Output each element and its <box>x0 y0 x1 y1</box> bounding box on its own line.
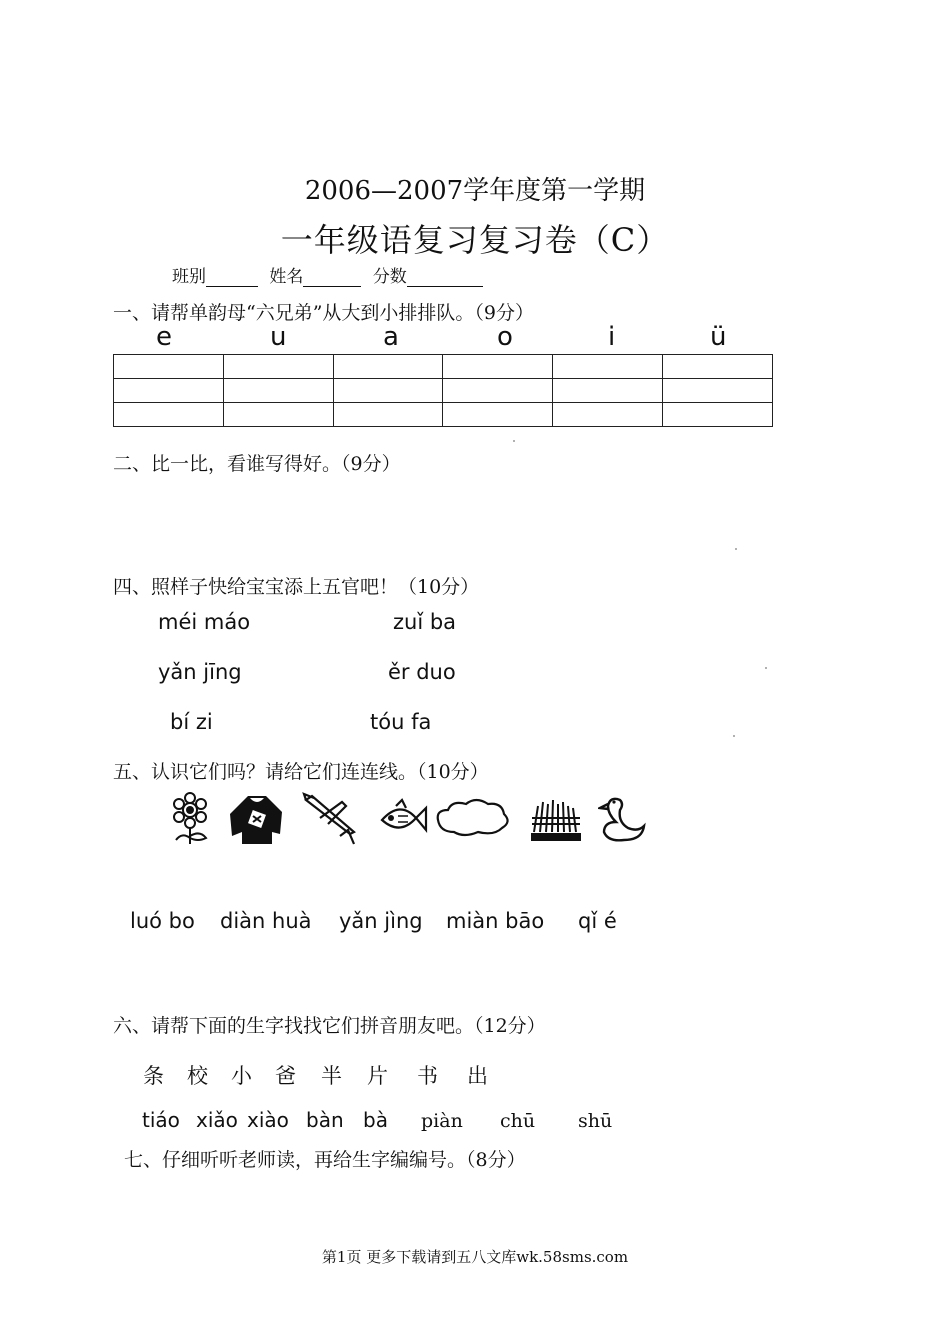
q2-label: 二、比一比，看谁写得好。（9分） <box>113 453 401 475</box>
q6-label: 六、请帮下面的生字找找它们拼音朋友吧。（12分） <box>113 1015 546 1037</box>
char-shu: 书 <box>417 1064 438 1088</box>
page-footer: 第1页 更多下载请到五八文库wk.58sms.com <box>321 1248 629 1266</box>
scan-speck <box>733 735 735 737</box>
pinyin-luobo: luó bo <box>130 909 195 933</box>
pinyin-eyebrow: méi máo <box>158 610 251 634</box>
char-xiao-school: 校 <box>187 1064 208 1088</box>
pinyin-xiao3: xiǎo <box>196 1108 238 1132</box>
char-tiao: 条 <box>143 1064 164 1088</box>
q7-label: 七、仔细听听老师读，再给生字编编号。（8分） <box>124 1149 526 1171</box>
vowel-e: e <box>156 322 172 352</box>
pinyin-mouth: zuǐ ba <box>393 610 457 634</box>
pinyin-ba: bà <box>363 1108 388 1132</box>
pinyin-mianbao: miàn bāo <box>446 909 545 933</box>
goose-icon <box>598 792 648 846</box>
pinyin-hair: tóu fa <box>370 710 432 734</box>
scan-speck <box>513 440 515 442</box>
pinyin-dianhua: diàn huà <box>220 909 312 933</box>
pinyin-ban: bàn <box>306 1108 344 1132</box>
sunflower-icon <box>170 792 216 846</box>
pinyin-nose: bí zi <box>170 710 213 734</box>
char-chu: 出 <box>467 1064 488 1088</box>
pinyin-xiao4: xiào <box>247 1108 289 1132</box>
q4-label: 四、照样子快给宝宝添上五官吧！（10分） <box>113 576 480 598</box>
vowel-i: i <box>608 322 616 352</box>
airplane-icon <box>302 792 360 846</box>
cloud-icon <box>434 792 514 846</box>
grid-row <box>114 379 773 403</box>
char-xiao-small: 小 <box>231 1064 252 1088</box>
vowel-o: o <box>497 322 513 352</box>
student-info-line <box>172 262 483 287</box>
pinyin-eyes: yǎn jīng <box>158 660 242 684</box>
name-label: 姓名 <box>269 267 304 287</box>
q1-label: 一、请帮单韵母“六兄弟”从大到小排排队。（9分） <box>113 302 535 324</box>
pinyin-tiao: tiáo <box>142 1108 180 1132</box>
vowel-u-umlaut: ü <box>710 322 727 352</box>
score-label: 分数 <box>372 267 407 287</box>
pinyin-shu: shū <box>578 1110 613 1132</box>
scan-speck <box>765 667 767 669</box>
char-pian: 片 <box>367 1064 388 1088</box>
page-title: 一年级语复习复习卷（C） <box>280 221 670 259</box>
answer-grid <box>113 354 773 427</box>
grid-row <box>114 403 773 427</box>
vowel-u: u <box>270 322 287 352</box>
sweater-icon <box>226 792 288 846</box>
q5-label: 五、认识它们吗？请给它们连连线。（10分） <box>113 761 489 783</box>
name-blank[interactable] <box>303 268 361 287</box>
year-line: 2006—2007学年度第一学期 <box>304 176 646 206</box>
pinyin-chu: chū <box>500 1110 536 1132</box>
char-ba: 爸 <box>275 1064 296 1088</box>
pinyin-yanjing: yǎn jìng <box>339 909 423 933</box>
pinyin-ears: ěr duo <box>388 660 456 684</box>
class-label: 班别 <box>172 267 206 287</box>
char-ban: 半 <box>321 1064 342 1088</box>
brush-icon <box>526 792 586 846</box>
fish-icon <box>378 792 428 846</box>
grid-row <box>114 355 773 379</box>
score-blank[interactable] <box>407 268 483 287</box>
vowel-a: a <box>383 322 399 352</box>
class-blank[interactable] <box>206 268 258 287</box>
scan-speck <box>735 548 737 550</box>
pinyin-pian: piàn <box>421 1110 463 1132</box>
pinyin-qie: qǐ é <box>578 909 617 933</box>
